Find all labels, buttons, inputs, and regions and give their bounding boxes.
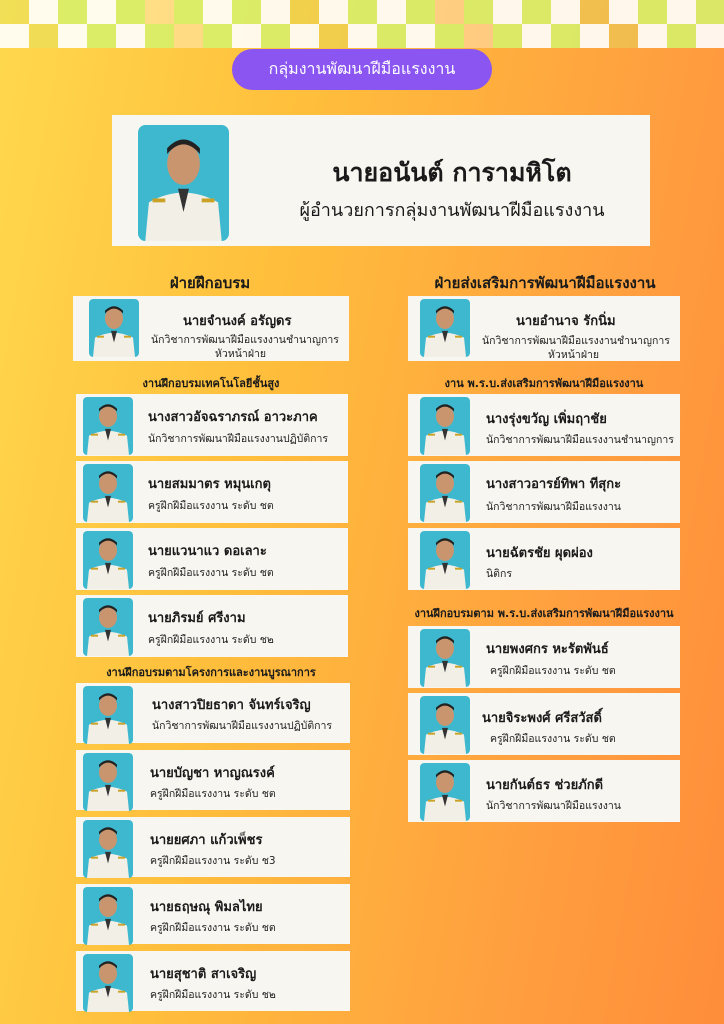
member-card bbox=[76, 817, 350, 877]
director-name: นายอนันต์ การามหิโต bbox=[332, 158, 572, 187]
left-section-2-title: งานฝึกอบรมตามโครงการและงานบูรณาการ bbox=[106, 666, 316, 679]
person-position: ครูฝึกฝีมือแรงงาน ระดับ ชต bbox=[490, 733, 616, 745]
person-photo bbox=[83, 954, 133, 1012]
checker-square bbox=[435, 24, 464, 48]
checker-square bbox=[232, 24, 261, 48]
checker-square bbox=[522, 24, 551, 48]
person-position: ครูฝึกฝีมือแรงงาน ระดับ ชต bbox=[490, 665, 616, 677]
checker-square bbox=[464, 24, 493, 48]
checker-square bbox=[348, 0, 377, 24]
person-name: นางสาวอารย์ทิพา ทีสุกะ bbox=[486, 477, 622, 492]
person-position: นักวิชาการพัฒนาฝีมือแรงงาน bbox=[486, 800, 621, 812]
person-position: ครูฝึกฝีมือแรงงาน ระดับ ชต bbox=[150, 922, 276, 934]
person-position-2: หัวหน้าฝ่าย bbox=[215, 348, 267, 360]
checker-square bbox=[29, 24, 58, 48]
checker-square bbox=[406, 0, 435, 24]
right-section-2-title: งานฝึกอบรมตาม พ.ร.บ.ส่งเสริมการพัฒนาฝีมือแรงงาน bbox=[414, 607, 674, 620]
person-position: ครูฝึกฝีมือแรงงาน ระดับ ชต bbox=[150, 788, 276, 800]
checker-square bbox=[116, 0, 145, 24]
checker-square bbox=[464, 0, 493, 24]
checker-square bbox=[638, 24, 667, 48]
person-position: นักวิชาการพัฒนาฝีมือแรงงานปฏิบัติการ bbox=[152, 720, 333, 732]
checker-square bbox=[551, 0, 580, 24]
person-position: ครูฝึกฝีมือแรงงาน ระดับ ช๒ bbox=[148, 634, 274, 646]
person-name: นายภิรมย์ ศรีงาม bbox=[148, 611, 246, 626]
checker-square bbox=[667, 24, 696, 48]
person-photo bbox=[420, 464, 470, 522]
checker-square bbox=[609, 24, 638, 48]
person-photo bbox=[83, 598, 133, 656]
checker-square bbox=[667, 0, 696, 24]
checker-square bbox=[551, 24, 580, 48]
person-photo bbox=[83, 397, 133, 455]
checker-square bbox=[0, 24, 29, 48]
person-name: นายสมมาตร หมุนเกตุ bbox=[148, 477, 271, 492]
member-card bbox=[76, 394, 348, 456]
person-photo bbox=[89, 299, 139, 357]
person-name: นางสาวอัจฉราภรณ์ อาวะภาค bbox=[148, 410, 318, 425]
checker-square bbox=[290, 0, 319, 24]
person-position: นักวิชาการพัฒนาฝีมือแรงงาน bbox=[486, 501, 621, 513]
person-name: นายธฤษณุ พิมลไทย bbox=[150, 900, 263, 915]
person-photo bbox=[420, 397, 470, 455]
person-name: นายจิระพงศ์ ศรีสวัสดิ์ bbox=[482, 711, 602, 726]
member-card bbox=[408, 760, 680, 822]
person-name: นายพงศกร หะรัตพันธ์ bbox=[486, 642, 609, 657]
person-name: นายแวนาแว ดอเลาะ bbox=[148, 544, 267, 559]
checker-square bbox=[174, 0, 203, 24]
member-card bbox=[408, 461, 680, 523]
person-photo bbox=[420, 696, 470, 754]
checker-square bbox=[406, 24, 435, 48]
checker-square bbox=[290, 24, 319, 48]
person-position: นักวิชาการพัฒนาฝีมือแรงงานชำนาญการ bbox=[151, 334, 339, 346]
checker-square bbox=[145, 24, 174, 48]
left-section-1-title: งานฝึกอบรมเทคโนโลยีชั้นสูง bbox=[142, 377, 280, 390]
checker-square bbox=[58, 0, 87, 24]
member-card bbox=[76, 884, 350, 944]
person-name: นายบัญชา หาญณรงค์ bbox=[150, 766, 275, 781]
person-position: ครูฝึกฝีมือแรงงาน ระดับ ชต bbox=[148, 567, 274, 579]
person-name: นายฉัตรชัย ผุดผ่อง bbox=[486, 546, 593, 561]
member-card bbox=[76, 461, 348, 523]
checker-square bbox=[609, 0, 638, 24]
person-photo bbox=[420, 531, 470, 589]
person-photo bbox=[83, 531, 133, 589]
checker-square bbox=[232, 0, 261, 24]
right-division-title: ฝ่ายส่งเสริมการพัฒนาฝีมือแรงงาน bbox=[434, 274, 656, 292]
checker-square bbox=[145, 0, 174, 24]
checker-square bbox=[493, 0, 522, 24]
member-card bbox=[408, 394, 680, 456]
director-photo bbox=[138, 125, 229, 241]
person-name: นางรุ่งขวัญ เพิ่มฤาชัย bbox=[486, 412, 607, 427]
checker-square bbox=[696, 24, 724, 48]
person-name: นายอำนาจ รักนิ่ม bbox=[516, 314, 616, 329]
checker-square bbox=[87, 24, 116, 48]
member-card bbox=[408, 626, 680, 688]
checker-square bbox=[116, 24, 145, 48]
director-position: ผู้อำนวยการกลุ่มงานพัฒนาฝีมือแรงงาน bbox=[299, 200, 605, 221]
left-leader-card bbox=[73, 296, 349, 361]
checker-square bbox=[580, 0, 609, 24]
person-photo bbox=[420, 763, 470, 821]
checker-square bbox=[319, 0, 348, 24]
checker-square bbox=[203, 24, 232, 48]
person-photo bbox=[83, 464, 133, 522]
person-position: ครูฝึกฝีมือแรงงาน ระดับ ชต bbox=[148, 500, 274, 512]
person-name: นางสาวปิยธาดา จันทร์เจริญ bbox=[152, 698, 311, 713]
checker-square bbox=[348, 24, 377, 48]
person-name: นายยศภา แก้วเพ็ชร bbox=[150, 833, 263, 848]
checker-square bbox=[377, 0, 406, 24]
person-position-2: หัวหน้าฝ่าย bbox=[548, 349, 600, 361]
person-position: นิติกร bbox=[486, 568, 512, 580]
member-card bbox=[76, 683, 350, 743]
checker-square bbox=[261, 0, 290, 24]
checker-square bbox=[203, 0, 232, 24]
person-photo bbox=[420, 629, 470, 687]
checker-square bbox=[174, 24, 203, 48]
member-card bbox=[76, 750, 350, 810]
checker-square bbox=[493, 24, 522, 48]
person-photo bbox=[83, 753, 133, 811]
checker-square bbox=[29, 0, 58, 24]
member-card bbox=[408, 693, 680, 755]
checker-pattern bbox=[0, 0, 724, 48]
person-name: นายจำนงค์ อรัญดร bbox=[183, 314, 292, 329]
checker-square bbox=[522, 0, 551, 24]
checker-square bbox=[87, 0, 116, 24]
member-card bbox=[76, 595, 348, 657]
member-card bbox=[76, 951, 350, 1011]
checker-square bbox=[580, 24, 609, 48]
person-position: นักวิชาการพัฒนาฝีมือแรงงานชำนาญการ bbox=[486, 434, 674, 446]
checker-square bbox=[696, 0, 724, 24]
right-section-1-title: งาน พ.ร.บ.ส่งเสริมการพัฒนาฝีมือแรงงาน bbox=[444, 377, 644, 390]
person-photo bbox=[83, 686, 133, 744]
right-leader-card bbox=[408, 296, 680, 361]
checker-square bbox=[638, 0, 667, 24]
person-photo bbox=[420, 299, 470, 357]
person-name: นายกันต์ธร ช่วยภักดี bbox=[486, 778, 604, 793]
person-position: นักวิชาการพัฒนาฝีมือแรงงานปฏิบัติการ bbox=[148, 433, 329, 445]
checker-square bbox=[435, 0, 464, 24]
person-photo bbox=[83, 887, 133, 945]
checker-square bbox=[319, 24, 348, 48]
checker-square bbox=[0, 0, 29, 24]
member-card bbox=[76, 528, 348, 590]
member-card bbox=[408, 528, 680, 590]
checker-square bbox=[58, 24, 87, 48]
director-card bbox=[112, 115, 650, 246]
person-name: นายสุชาติ สาเจริญ bbox=[150, 967, 257, 982]
checker-square bbox=[261, 24, 290, 48]
person-photo bbox=[83, 820, 133, 878]
checker-square bbox=[377, 24, 406, 48]
page-title: กลุ่มงานพัฒนาฝีมือแรงงาน bbox=[232, 49, 492, 90]
person-position: นักวิชาการพัฒนาฝีมือแรงงานชำนาญการ bbox=[482, 335, 670, 347]
person-position: ครูฝึกฝีมือแรงงาน ระดับ ช3 bbox=[150, 855, 276, 867]
left-division-title: ฝ่ายฝึกอบรม bbox=[169, 274, 251, 292]
person-position: ครูฝึกฝีมือแรงงาน ระดับ ช๒ bbox=[150, 989, 276, 1001]
